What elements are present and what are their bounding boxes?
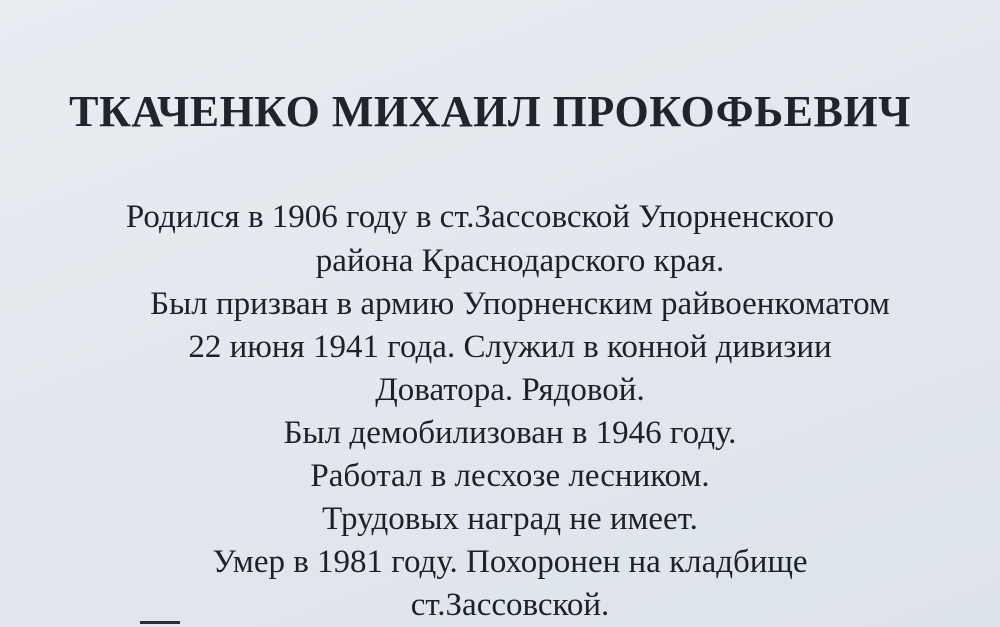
biography-line-8: Трудовых наград не имеет.: [322, 501, 698, 537]
biography-line-5: Доватора. Рядовой.: [375, 372, 645, 408]
biography-line-2: района Краснодарского края.: [315, 243, 725, 279]
biography-line-1: Родился в 1906 году в ст.Зассовской Упорненского: [125, 199, 835, 235]
person-name-heading: ТКАЧЕНКО МИХАИЛ ПРОКОФЬЕВИЧ: [69, 87, 911, 136]
biography-line-7: Работал в лесхозе лесником.: [310, 458, 710, 494]
biography-line-6: Был демобилизован в 1946 году.: [283, 415, 737, 451]
biography-line-3: Был призван в армию Упорненским райвоенкоматом: [150, 286, 890, 322]
biography-line-9: Умер в 1981 году. Похоронен на кладбище: [212, 544, 808, 580]
cropped-next-line-fragment: [140, 617, 740, 627]
biography-line-10: ст.Зассовской.: [410, 587, 610, 623]
biography-line-4: 22 июня 1941 года. Служил в конной дивизии: [188, 329, 832, 365]
